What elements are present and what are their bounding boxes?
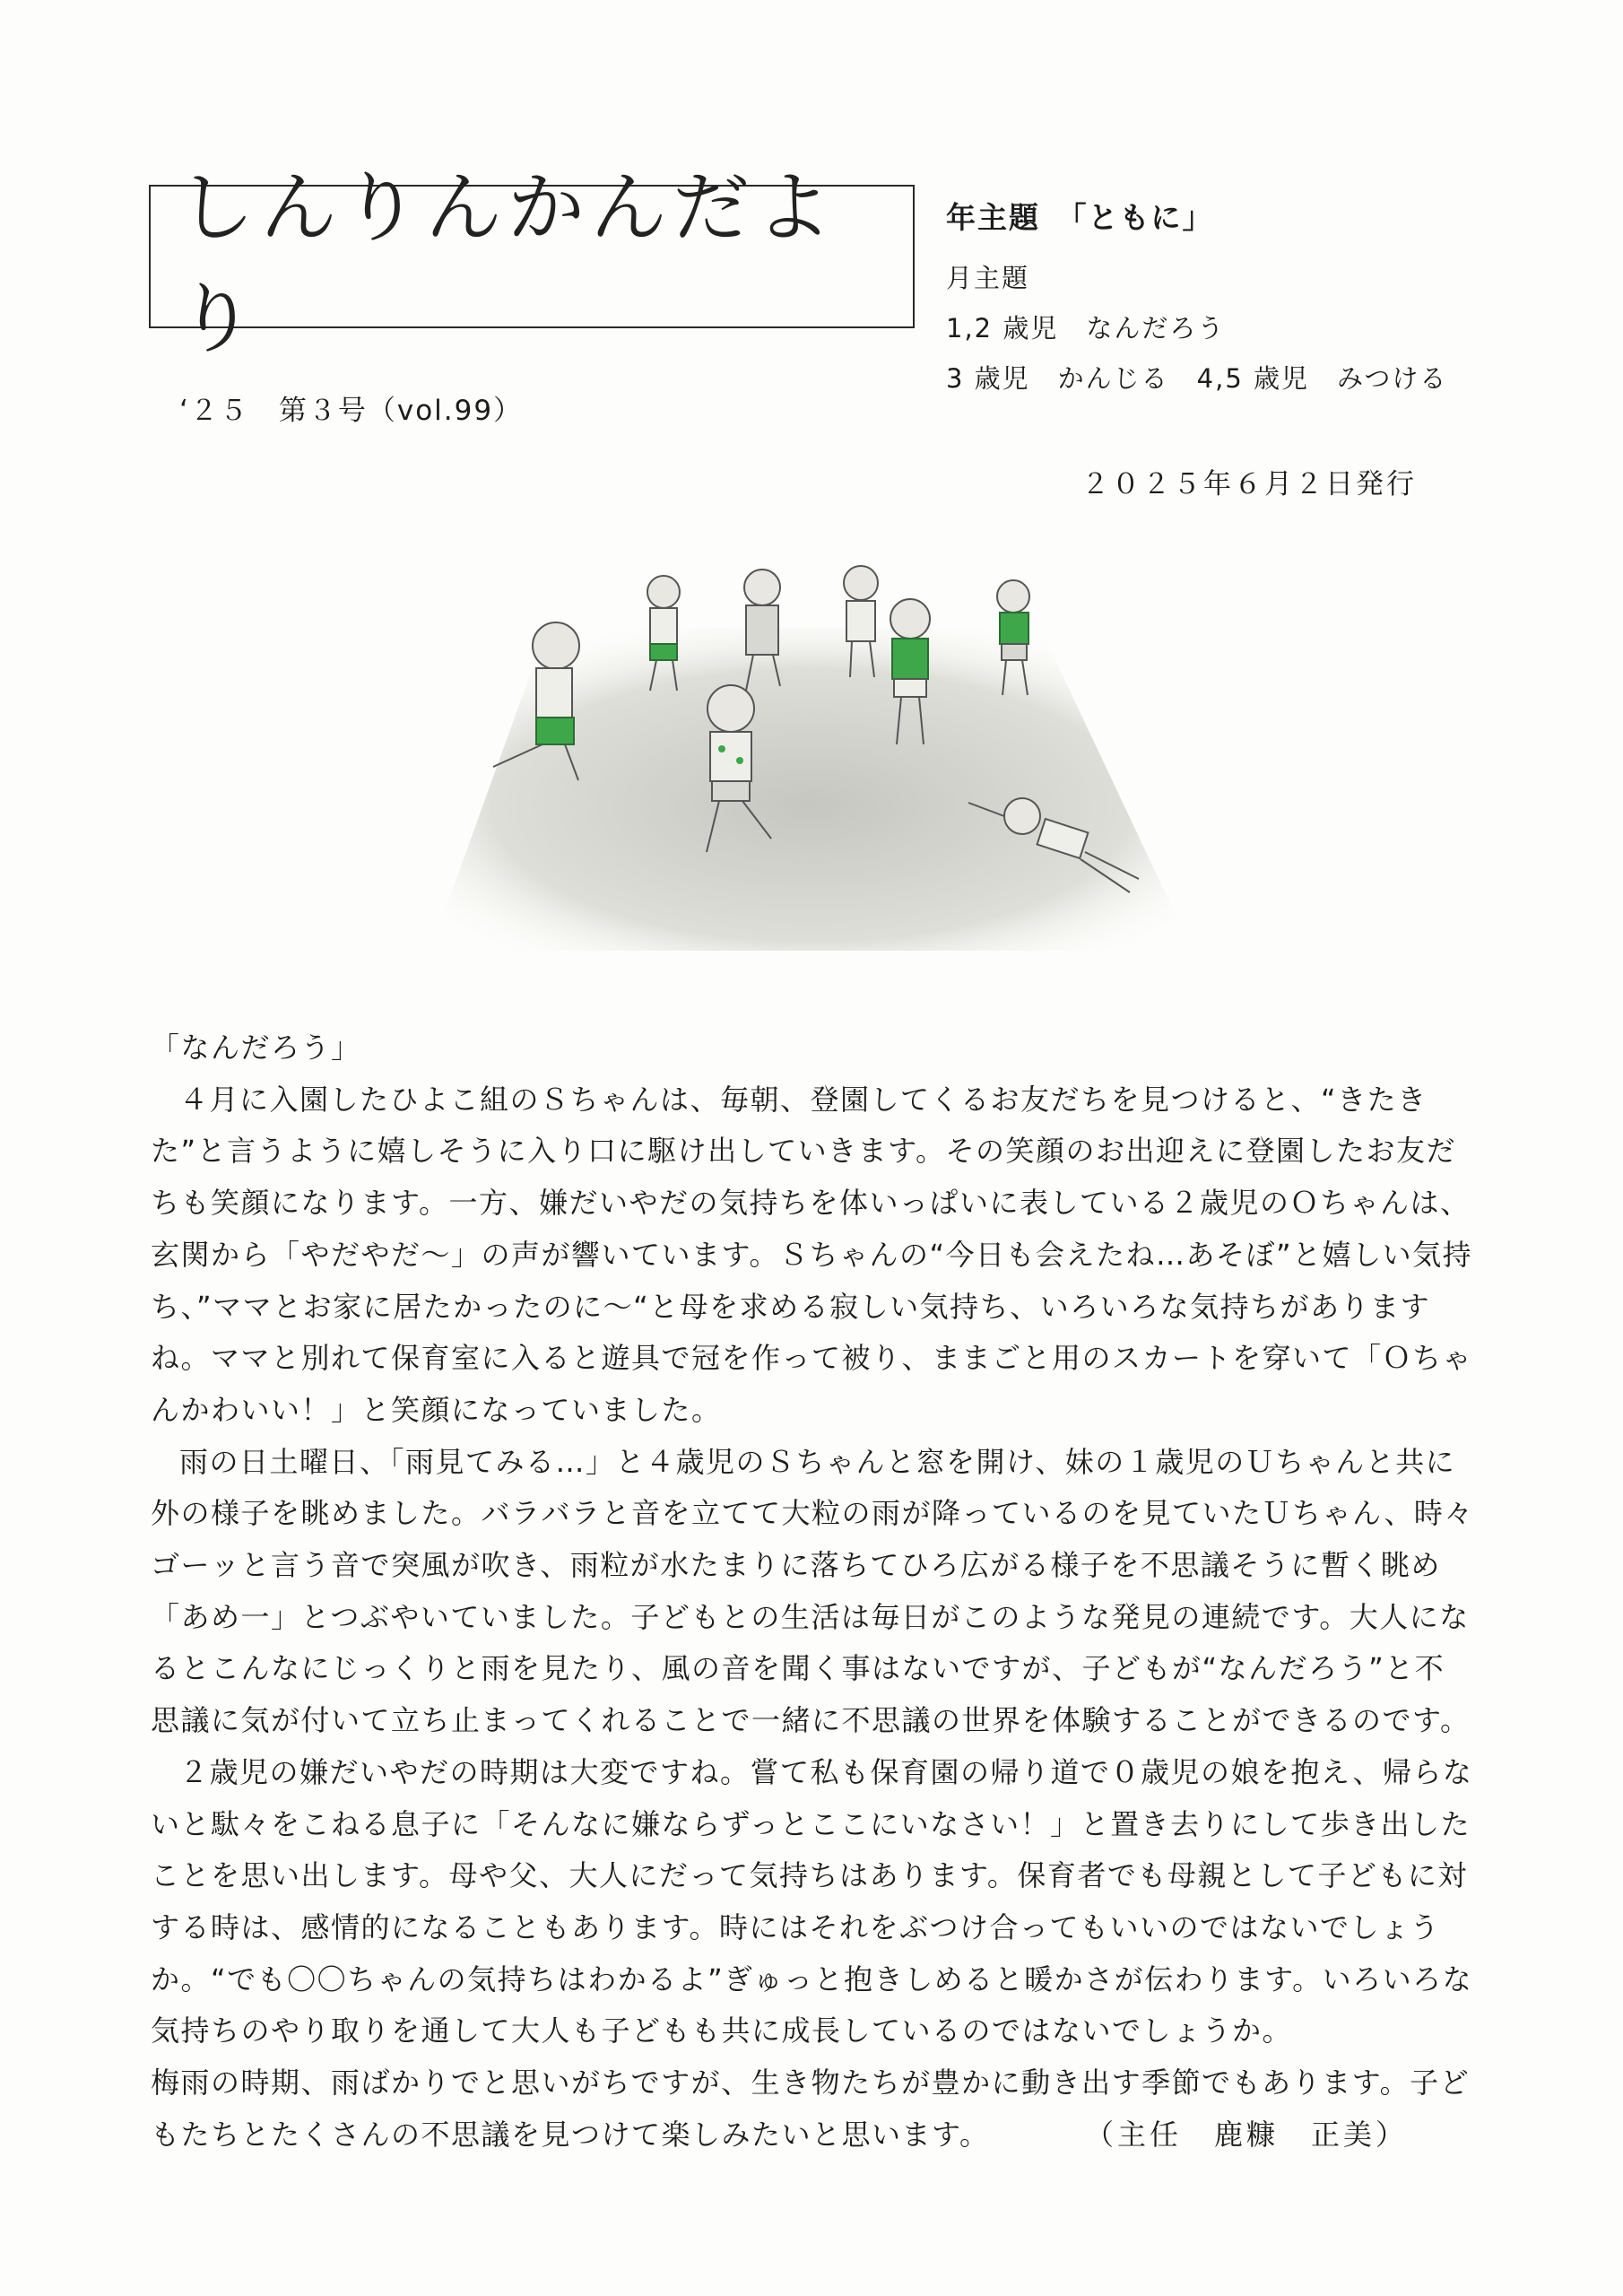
children-playing-illustration	[421, 556, 1202, 969]
article-heading: 「なんだろう」	[151, 1031, 361, 1065]
paragraph-4: 梅雨の時期、雨ばかりでと思いがちですが、生き物たちが豊かに動き出す季節でもあります。子どもたちとたくさんの不思議を見つけて楽しみたいと思います。	[151, 2066, 1471, 2152]
newsletter-title: しんりんかんだより	[178, 163, 838, 364]
paragraph-1: ４月に入園したひよこ組のＳちゃんは、毎朝、登園してくるお友だちを見つけると、“きたきた”と言うように嬉しそうに入り口に駆け出していきます。その笑顔のお出迎えに登園したお友だちも笑顔になります。一方、嫌だいやだの気持ちを体いっぱいに表している２歳児のＯちゃんは、玄関から「やだやだ～」の声が響いています。Ｓちゃんの“今日も会えたね…あそぼ”と嬉しい気持ち、”ママとお家に居たかったのに～“と母を求める寂しい気持ち、いろいろな気持ちがありますね。ママと別れて保育室に入ると遊具で冠を作って被り、ままごと用のスカートを穿いて「Ｏちゃんかわいい！」と笑顔になっていました。	[151, 1082, 1473, 1427]
month-theme-line-2: 3 歳児 かんじる 4,5 歳児 みつける	[946, 363, 1448, 394]
paragraph-3: ２歳児の嫌だいやだの時期は大変ですね。嘗て私も保育園の帰り道で０歳児の娘を抱え、帰らないと駄々をこねる息子に「そんなに嫌ならずっとここにいなさい！」と置き去りにして歩き出したことを思い出します。母や父、大人にだって気持ちはあります。保育者でも母親として子どもに対する時は、感情的になることもあります。時にはそれをぶつけ合ってもいいのではないでしょうか。“でも〇〇ちゃんの気持ちはわかるよ”ぎゅっと抱きしめると暖かさが伝わります。いろいろな気持ちのやり取りを通して大人も子どもも共に成長しているのではないでしょうか。	[151, 1754, 1473, 2048]
signature: （主任 鹿糠 正美）	[1084, 2118, 1408, 2152]
issue-number: ‘２５ 第３号（vol.99）	[179, 395, 524, 427]
year-theme: 年主題 「ともに」	[946, 200, 1214, 235]
article-body	[151, 1022, 1474, 2161]
month-theme-label: 月主題	[946, 263, 1030, 293]
paragraph-2: 雨の日土曜日、「雨見てみる…」と４歳児のＳちゃんと窓を開け、妹の１歳児のＵちゃんと共に外の様子を眺めました。バラバラと音を立てて大粒の雨が降っているのを見ていたＵちゃん、時々ゴーッと言う音で突風が吹き、雨粒が水たまりに落ちてひろ広がる様子を不思議そうに暫く眺め「あめ一」とつぶやいていました。子どもとの生活は毎日がこのような発見の連続です。大人になるとこんなにじっくりと雨を見たり、風の音を聞く事はないですが、子どもが“なんだろう”と不思議に気が付いて立ち止まってくれることで一緒に不思議の世界を体験することができるのです。	[151, 1444, 1474, 1738]
title-box	[149, 163, 915, 364]
publish-date: ２０２５年６月２日発行	[1081, 468, 1417, 500]
month-theme-line-1: 1,2 歳児 なんだろう	[946, 313, 1226, 344]
